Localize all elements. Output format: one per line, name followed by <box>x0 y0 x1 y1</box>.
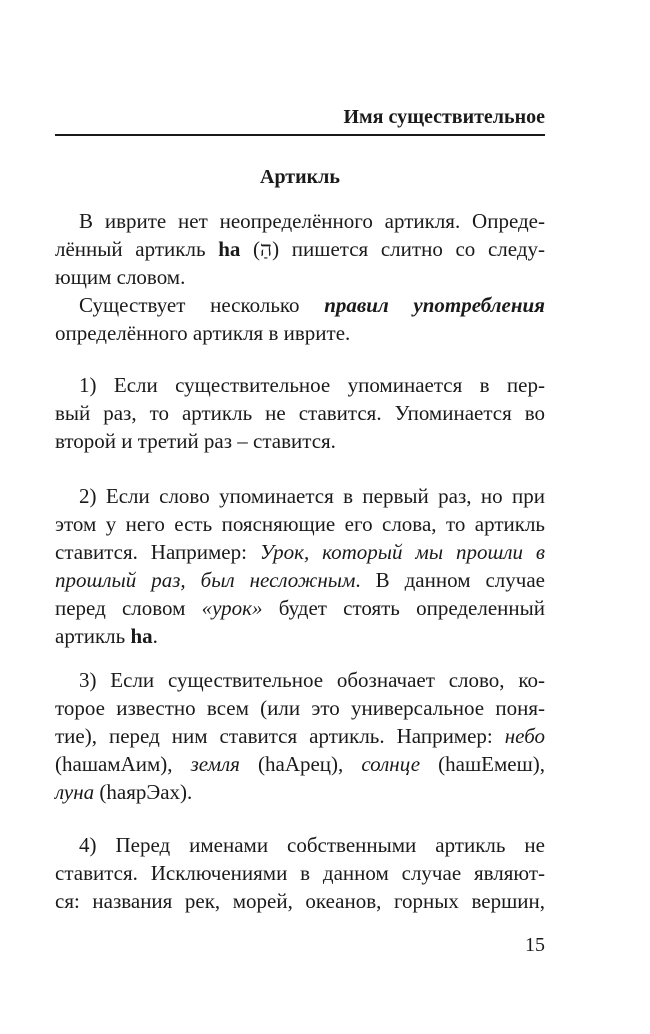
text-line: 2) Если слово упоминается в первый раз, но при <box>79 484 545 508</box>
paragraph-rules-intro <box>55 291 545 347</box>
example-word: «урок» <box>201 596 263 620</box>
text-line: определённого артикля в иврите. <box>55 321 351 345</box>
text-line: ся: названия рек, морей, океанов, горных вершин, <box>55 889 545 913</box>
example-word: солнце <box>361 752 421 776</box>
text-line: ставится. Исключениями в данном случае являют- <box>55 861 545 885</box>
text-line <box>55 538 545 566</box>
text-line <box>55 750 545 778</box>
text-run: перед словом <box>55 596 202 620</box>
header-rule <box>55 134 545 136</box>
text-run: артикль <box>55 624 131 648</box>
text-run: (hашЕмеш), <box>420 752 545 776</box>
example-word: земля <box>190 752 240 776</box>
section-title: Артикль <box>260 166 340 188</box>
running-head: Имя существительное <box>343 106 545 128</box>
text-line <box>55 722 545 750</box>
example-word: небо <box>504 724 545 748</box>
paragraph-rule-4 <box>55 831 545 915</box>
paragraph-definite-article <box>55 207 545 291</box>
transliteration-ha: ha <box>218 237 241 261</box>
text-run: . <box>152 624 158 648</box>
text-line: 4) Перед именами собственными артикль не <box>79 833 545 857</box>
text-line <box>55 291 545 319</box>
text-run: (hаярЭах). <box>94 780 193 804</box>
text-line: В иврите нет неопределённого артикля. Опреде- <box>79 209 545 233</box>
paragraph-rule-2 <box>55 482 545 650</box>
text-line: этом у него есть поясняющие его слова, то артикль <box>55 512 545 536</box>
text-run: (hашамАим), <box>55 752 191 776</box>
text-run: (hаАрец), <box>239 752 362 776</box>
paragraph-rule-3 <box>55 666 545 806</box>
text-line: 3) Если существительное обозначает слово, ко- <box>79 668 545 692</box>
text-run: Существует несколько <box>79 293 325 317</box>
example-word: луна <box>55 780 95 804</box>
text-run: лённый артикль <box>55 237 219 261</box>
text-run: (הַ) пишется слитно со следу- <box>240 237 545 261</box>
emphasis-rules: правил употребления <box>324 293 545 317</box>
text-line: 1) Если существительное упоминается в пер- <box>79 373 545 397</box>
paragraph-rule-1 <box>55 371 545 455</box>
text-run: тие), перед ним ставится артикль. Например: <box>55 724 505 748</box>
text-line: торое известно всем (или это универсальное поня- <box>55 696 545 720</box>
text-run: . В данном случае <box>355 568 545 592</box>
text-line <box>55 778 545 806</box>
transliteration-ha: ha <box>130 624 153 648</box>
text-line <box>55 622 545 650</box>
text-line: вый раз, то артикль не ставится. Упоминается во <box>55 401 545 425</box>
example-sentence: Урок, который мы прошли в <box>259 540 545 564</box>
example-sentence: прошлый раз, был несложным <box>55 568 356 592</box>
text-run: ставится. Например: <box>55 540 260 564</box>
text-line <box>55 566 545 594</box>
page-number: 15 <box>525 934 545 956</box>
text-line: ющим словом. <box>55 265 186 289</box>
text-line: второй и третий раз – ставится. <box>55 429 336 453</box>
text-run: будет стоять определенный <box>262 596 545 620</box>
text-line <box>55 235 545 263</box>
text-line <box>55 594 545 622</box>
